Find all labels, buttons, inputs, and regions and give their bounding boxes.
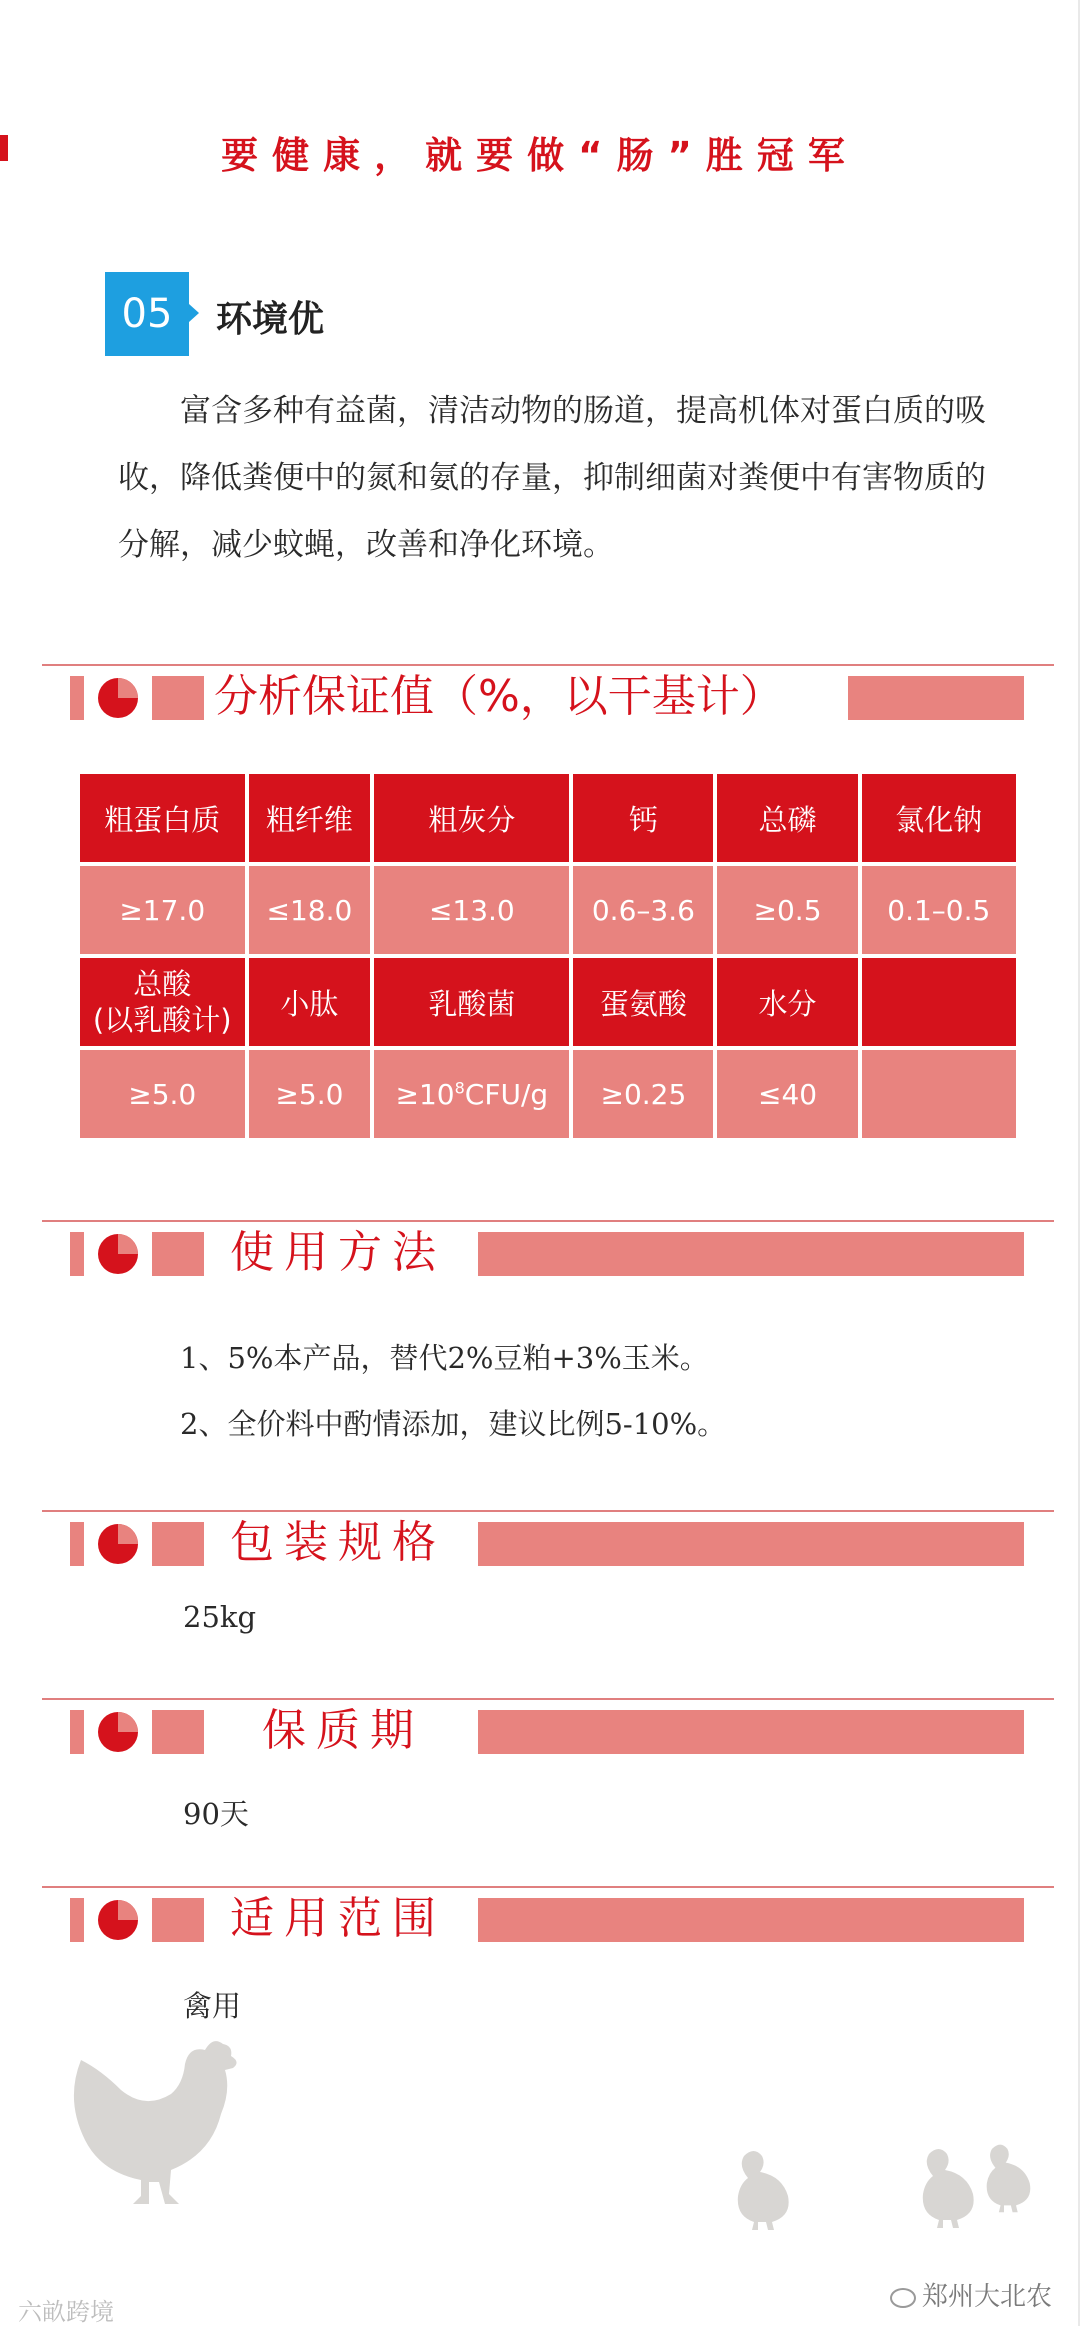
chick-silhouette-icon bbox=[915, 2148, 985, 2228]
usage-title: 使用方法 bbox=[230, 1227, 446, 1278]
table-header-cell: 粗灰分 bbox=[374, 774, 569, 862]
header-bar-right bbox=[848, 676, 1024, 720]
table-row bbox=[80, 1050, 1016, 1138]
wechat-icon bbox=[890, 2288, 916, 2308]
table-row bbox=[80, 958, 1016, 1046]
divider-line bbox=[42, 664, 1054, 666]
table-header-cell: 粗蛋白质 bbox=[80, 774, 245, 862]
table-header-cell: 水分 bbox=[717, 958, 857, 1046]
chick-silhouette-icon bbox=[980, 2138, 1040, 2218]
packing-title: 包装规格 bbox=[230, 1517, 446, 1568]
table-header-cell: 总磷 bbox=[717, 774, 857, 862]
pie-icon bbox=[98, 1524, 138, 1564]
lactic-value: ≥10 bbox=[395, 1077, 455, 1111]
section-title-environment: 环境优 bbox=[216, 298, 325, 340]
shelf-life-title: 保质期 bbox=[262, 1705, 424, 1756]
table-value-cell: ≥0.5 bbox=[717, 866, 857, 954]
header-bar-right bbox=[478, 1710, 1024, 1754]
header-block bbox=[152, 1232, 204, 1276]
lactic-exponent: 8 bbox=[454, 1078, 465, 1098]
table-header-cell bbox=[862, 958, 1016, 1046]
header-block bbox=[152, 1522, 204, 1566]
table-value-cell: ≥0.25 bbox=[573, 1050, 713, 1138]
section-number-badge: 05 bbox=[105, 272, 189, 356]
table-header-cell: 乳酸菌 bbox=[374, 958, 569, 1046]
table-row bbox=[80, 866, 1016, 954]
table-value-cell: ≤13.0 bbox=[374, 866, 569, 954]
scope-title: 适用范围 bbox=[230, 1893, 446, 1944]
header-bar-left bbox=[70, 1898, 84, 1942]
table-value-cell: ≤40 bbox=[717, 1050, 857, 1138]
scope-value: 禽用 bbox=[183, 1989, 242, 2023]
shelf-life-value: 90天 bbox=[183, 1797, 249, 1831]
table-header-cell: 蛋氨酸 bbox=[573, 958, 713, 1046]
table-header-cell: 钙 bbox=[573, 774, 713, 862]
header-bar-left bbox=[70, 1710, 84, 1754]
header-bar-right bbox=[478, 1898, 1024, 1942]
watermark: 六畝跨境 bbox=[18, 2298, 114, 2326]
page-slogan: 要健康，就要做“肠”胜冠军 bbox=[221, 134, 859, 177]
table-row bbox=[80, 774, 1016, 862]
table-value-cell: ≥17.0 bbox=[80, 866, 245, 954]
divider-line bbox=[42, 1220, 1054, 1222]
divider-line bbox=[42, 1510, 1054, 1512]
pie-icon bbox=[98, 1900, 138, 1940]
table-header-cell: 氯化钠 bbox=[862, 774, 1016, 862]
table-value-cell bbox=[374, 1050, 569, 1138]
table-header-cell: 粗纤维 bbox=[249, 774, 371, 862]
header-bar-left bbox=[70, 676, 84, 720]
analysis-table bbox=[76, 770, 1020, 1142]
divider-line bbox=[42, 1698, 1054, 1700]
analysis-title: 分析保证值（%，以干基计） bbox=[214, 671, 784, 722]
chick-silhouette-icon bbox=[730, 2150, 800, 2230]
header-bar-left bbox=[70, 1232, 84, 1276]
header-bar-right bbox=[478, 1522, 1024, 1566]
table-header-cell: 小肽 bbox=[249, 958, 371, 1046]
table-value-cell: ≤18.0 bbox=[249, 866, 371, 954]
usage-item: 1、5%本产品，替代2%豆粕+3%玉米。 bbox=[180, 1341, 709, 1375]
usage-item: 2、全价料中酌情添加，建议比例5-10%。 bbox=[180, 1407, 727, 1441]
table-value-cell: 0.6–3.6 bbox=[573, 866, 713, 954]
table-header-cell: 总酸 (以乳酸计) bbox=[80, 958, 245, 1046]
header-block bbox=[152, 1898, 204, 1942]
table-value-cell: ≥5.0 bbox=[80, 1050, 245, 1138]
section-body-environment: 富含多种有益菌，清洁动物的肠道，提高机体对蛋白质的吸收，降低粪便中的氮和氨的存量，抑制细菌对粪便中有害物质的分解，减少蚊蝇，改善和净化环境。 bbox=[118, 393, 986, 563]
header-bar-right bbox=[478, 1232, 1024, 1276]
badge-arrow-icon bbox=[189, 304, 199, 322]
header-block bbox=[152, 1710, 204, 1754]
table-value-cell: 0.1–0.5 bbox=[862, 866, 1016, 954]
pie-icon bbox=[98, 1712, 138, 1752]
chicken-silhouette-icon bbox=[55, 2030, 255, 2240]
pie-icon bbox=[98, 1234, 138, 1274]
brand-footer bbox=[890, 2276, 1052, 2313]
table-value-cell bbox=[862, 1050, 1016, 1138]
table-value-cell: ≥5.0 bbox=[249, 1050, 371, 1138]
header-bar-left bbox=[70, 1522, 84, 1566]
packing-value: 25kg bbox=[183, 1600, 257, 1634]
lactic-unit: CFU/g bbox=[464, 1077, 549, 1111]
brand-name: 郑州大北农 bbox=[921, 2282, 1052, 2312]
divider-line bbox=[42, 1886, 1054, 1888]
header-block bbox=[152, 676, 204, 720]
pie-icon bbox=[98, 678, 138, 718]
